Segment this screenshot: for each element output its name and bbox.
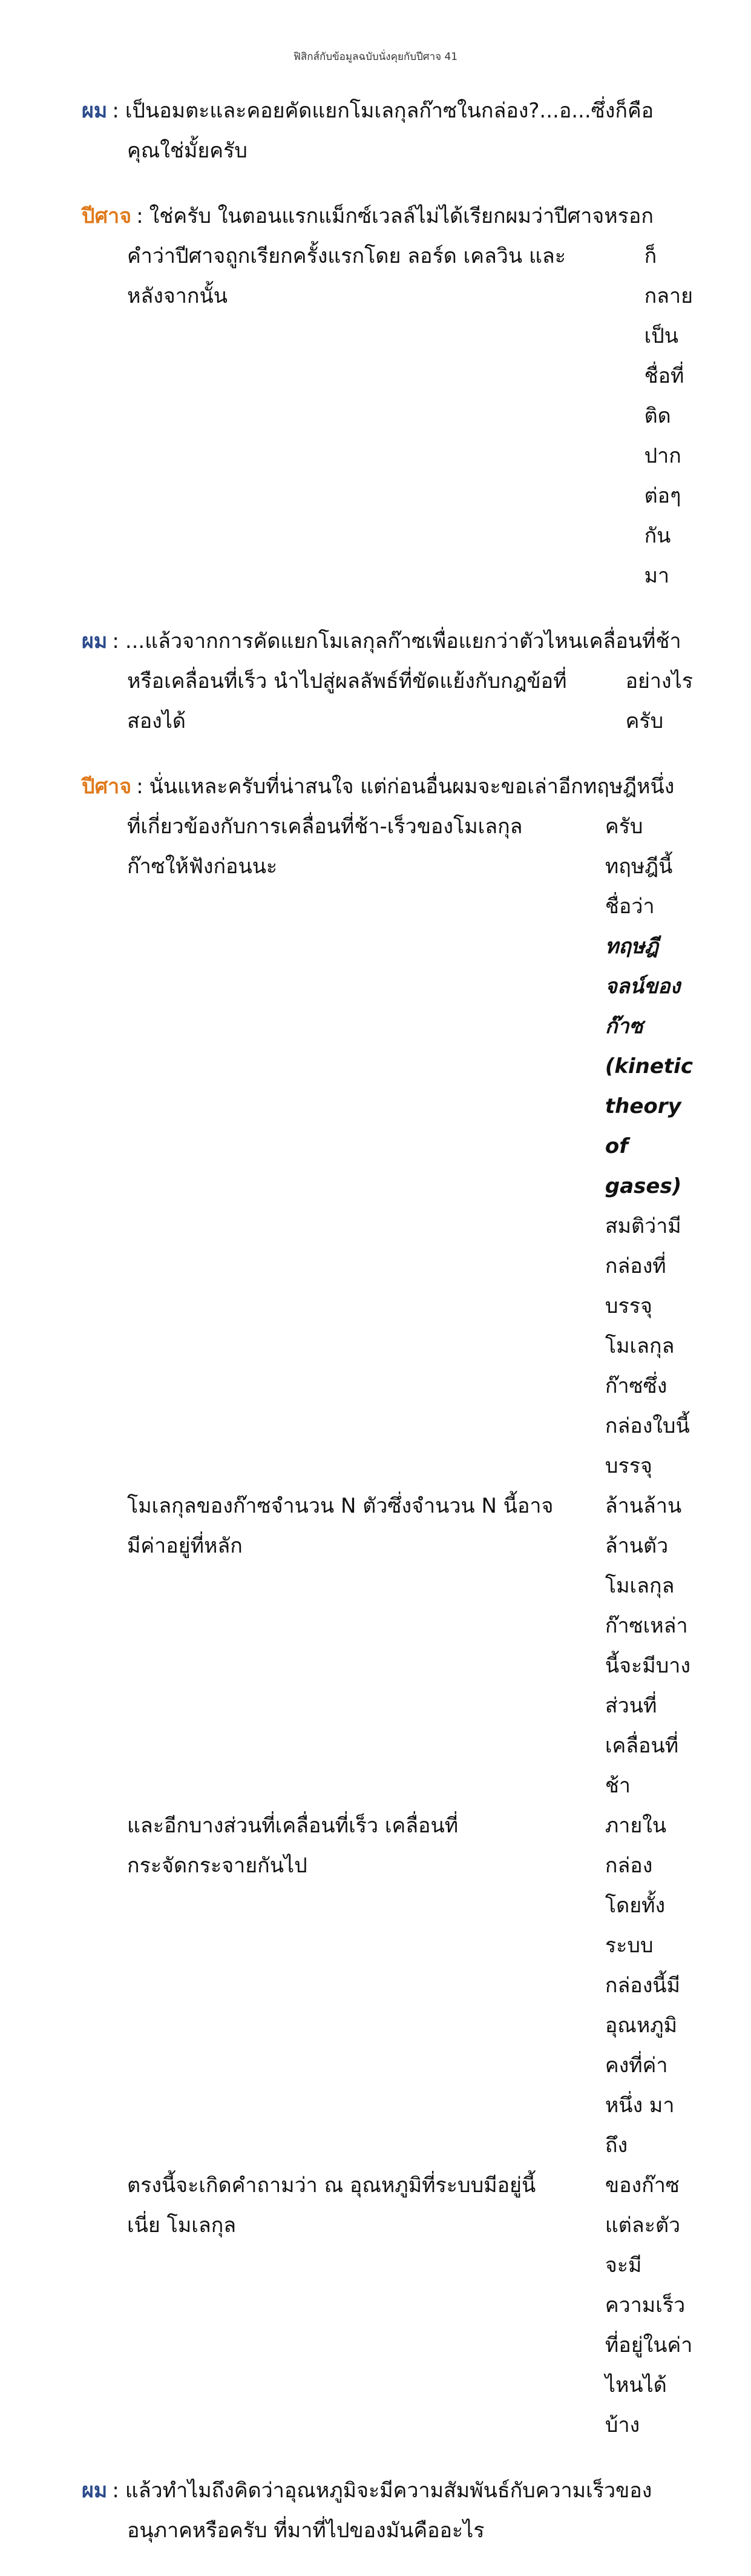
speaker-colon: : [112, 99, 119, 123]
turn-first-line [82, 621, 693, 661]
turn-continuation: คุณใช่มั้ยครับ [127, 139, 248, 163]
turn-text: ครับ ทฤษฎีนี้ชื่อว่า [605, 814, 673, 919]
turn-continuation: หรือเคลื่อนที่เร็ว นำไปสู่ผลลัพธ์ที่ขัดแย้งกับกฎข้อที่สองได้ [127, 669, 567, 733]
speaker-label: ปีศาจ [82, 774, 132, 799]
dialogue-turn [82, 767, 693, 2445]
dialogue-turn [82, 2471, 693, 2551]
dialogue-body [82, 91, 693, 2576]
turn-continuation: ล้านล้านล้านตัว โมเลกุลก๊าซเหล่านี้จะมีบางส่วนที่เคลื่อนที่ช้า [605, 1494, 690, 1798]
speaker-label: ผม [82, 99, 108, 123]
turn-continuation: และอีกบางส่วนที่เคลื่อนที่เร็ว เคลื่อนที่กระจัดกระจายกันไป [127, 1814, 459, 1878]
turn-continuation: ตรงนี้จะเกิดคำถามว่า ณ อุณหภูมิที่ระบบมีอยู่นี้เนี่ย โมเลกุล [127, 2173, 536, 2237]
turn-continuation: ก็กลายเป็นชื่อที่ติดปากต่อๆกันมา [644, 244, 693, 588]
speaker-label: ผม [82, 2479, 108, 2503]
turn-text: ใช่ครับ ในตอนแรกแม็กซ์เวลล์ไม่ได้เรียกผมว่าปีศาจหรอก [149, 204, 654, 228]
theory-term: ทฤษฎีจลน์ของก๊าซ (kinetic theory of gases) [605, 934, 693, 1198]
speaker-colon: : [112, 629, 119, 653]
turn-continuation: โมเลกุลของก๊าซจำนวน N ตัวซึ่งจำนวน N นี้อาจมีค่าอยู่ที่หลัก [127, 1494, 554, 1558]
turn-first-line [82, 767, 693, 807]
turn-text: แล้วทำไมถึงคิดว่าอุณหภูมิจะมีความสัมพันธ์กับความเร็วของ [125, 2479, 652, 2503]
turn-text: นั่นแหละครับที่น่าสนใจ แต่ก่อนอื่นผมจะขอเล่าอีกทฤษฎีหนึ่ง [149, 774, 675, 799]
turn-text: ...แล้วจากการคัดแยกโมเลกุลก๊าซเพื่อแยกว่าตัวไหนเคลื่อนที่ช้า [125, 629, 681, 653]
speaker-colon: : [112, 2479, 119, 2503]
speaker-label: ปีศาจ [82, 204, 132, 228]
dialogue-turn [82, 621, 693, 741]
dialogue-turn [82, 196, 693, 596]
speaker-label: ผม [82, 629, 108, 653]
speaker-colon: : [136, 204, 143, 228]
running-header: ฟิสิกส์กับข้อมูลฉบับนั่งคุยกับปีศาจ 41 [293, 51, 458, 63]
turn-continuation: อย่างไรครับ [625, 669, 693, 733]
turn-continuation: ภายในกล่อง โดยทั้งระบบกล่องนี้มีอุณหภูมิคงที่ค่าหนึ่ง มาถึง [605, 1814, 680, 2158]
turn-first-line [82, 91, 693, 131]
turn-first-line [82, 196, 693, 236]
turn-continuation: คำว่าปีศาจถูกเรียกครั้งแรกโดย ลอร์ด เคลวิน และหลังจากนั้น [127, 244, 566, 308]
turn-first-line [82, 2471, 693, 2511]
turn-text: สมติว่ามีกล่องที่บรรจุโมเลกุลก๊าซซึ่งกล่องใบนี้บรรจุ [605, 1214, 690, 1478]
speaker-colon: : [136, 774, 143, 799]
turn-continuation: ที่เกี่ยวข้องกับการเคลื่อนที่ช้า-เร็วของโมเลกุลก๊าซให้ฟังก่อนนะ [127, 814, 523, 879]
turn-continuation-with-term [560, 807, 693, 1486]
turn-continuation: ของก๊าซแต่ละตัวจะมีความเร็วที่อยู่ในค่าไหนได้บ้าง [605, 2173, 693, 2437]
turn-text: เป็นอมตะและคอยคัดแยกโมเลกุลก๊าซในกล่อง?...อ...ซึ่งก็คือ [125, 99, 654, 123]
dialogue-turn [82, 91, 693, 171]
turn-continuation: อนุภาคหรือครับ ที่มาที่ไปของมันคืออะไร [127, 2518, 485, 2543]
